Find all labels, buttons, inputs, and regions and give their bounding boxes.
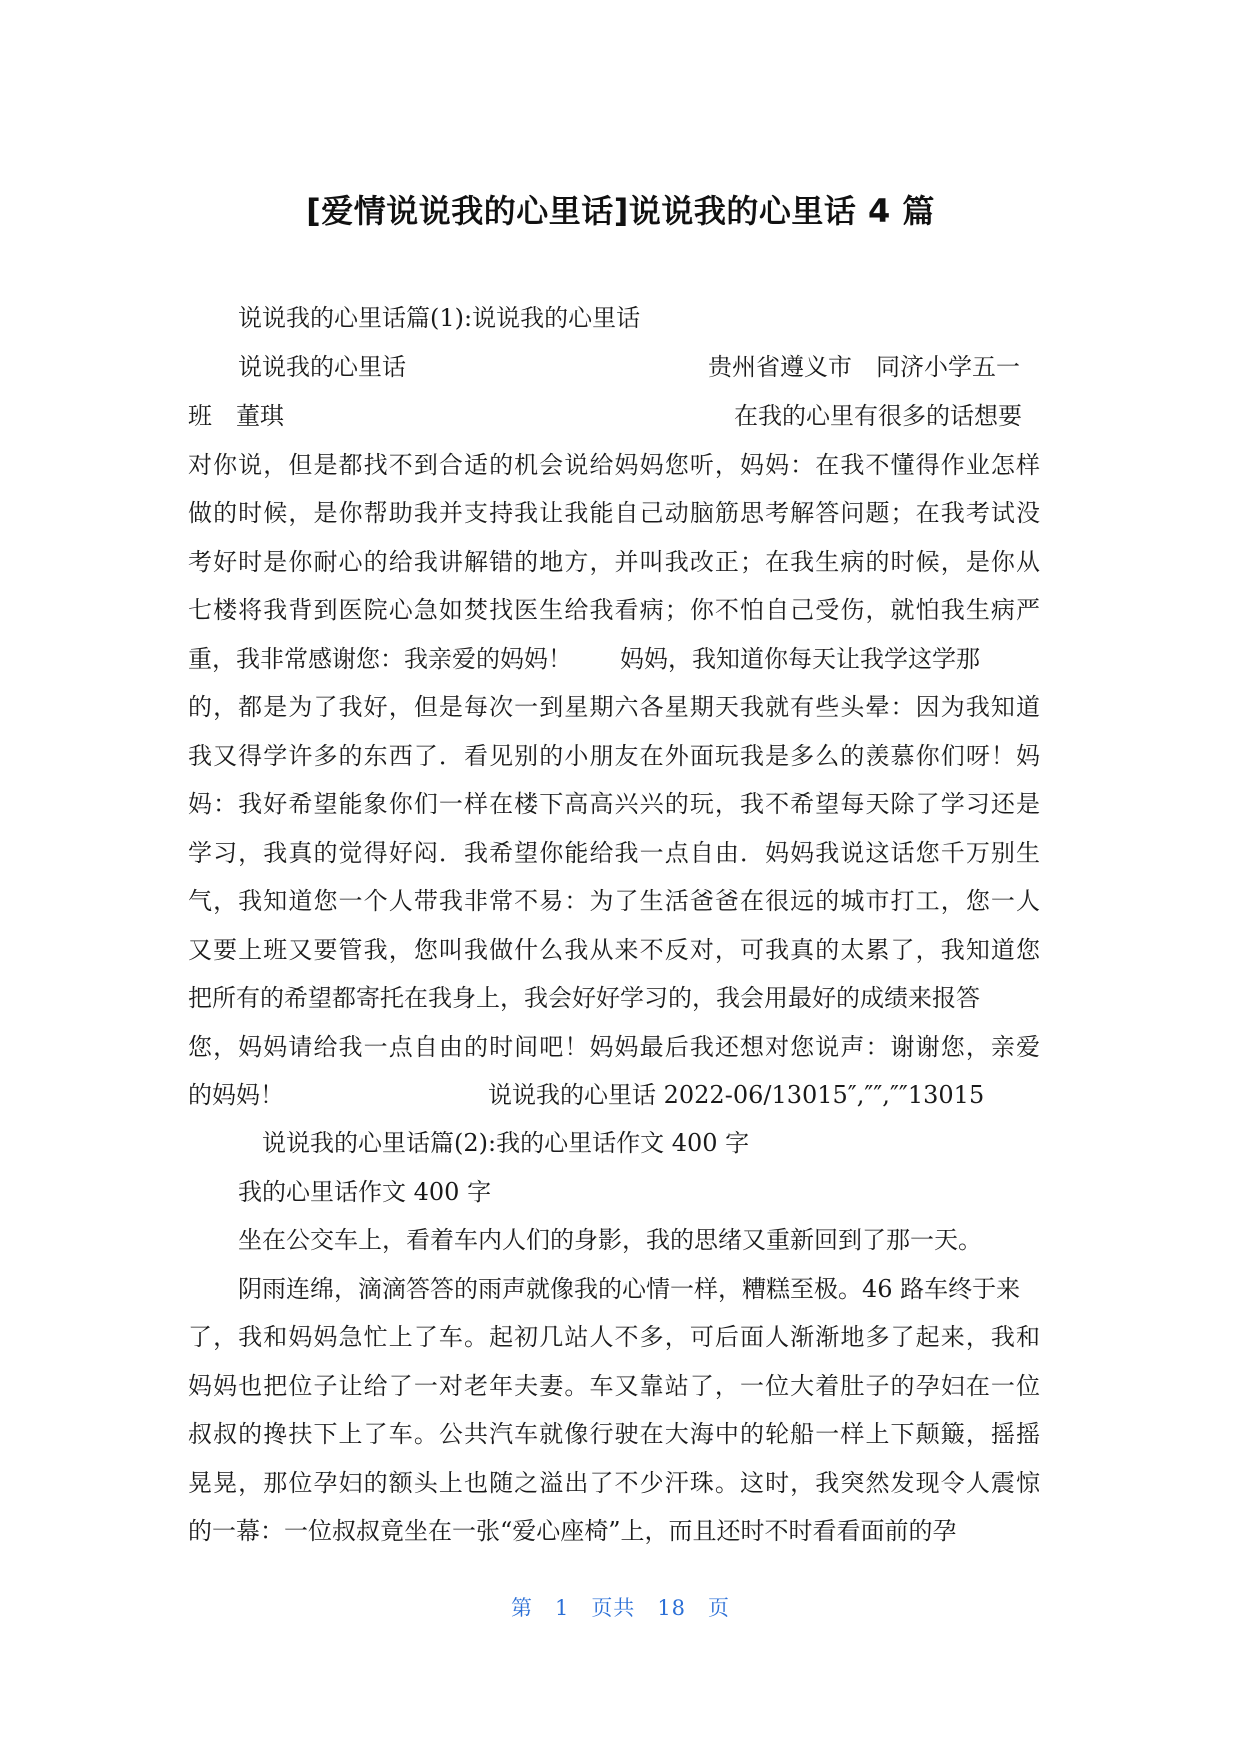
text-line: 妈：我好希望能象你们一样在楼下高高兴兴的玩，我不希望每天除了学习还是: [188, 790, 1040, 818]
footer-middle: 页共: [591, 1596, 636, 1620]
text-line: 在我的心里有很多的话想要: [734, 402, 1022, 430]
footer-total-pages: 18: [657, 1596, 687, 1620]
text-line: 您，妈妈请给我一点自由的时间吧！妈妈最后我还想对您说声：谢谢您，亲爱: [188, 1033, 1040, 1061]
document-title: [爱情说说我的心里话]说说我的心里话 4 篇: [306, 192, 935, 230]
text-line: 阴雨连绵，滴滴答答的雨声就像我的心情一样，糟糕至极。46 路车终于来: [238, 1275, 1021, 1303]
text-line: 妈妈也把位子让给了一对老年夫妻。车又靠站了，一位大着肚子的孕妇在一位: [188, 1372, 1040, 1400]
text-line: 坐在公交车上，看着车内人们的身影，我的思绪又重新回到了那一天。: [238, 1226, 982, 1254]
text-line: 又要上班又要管我，您叫我做什么我从来不反对，可我真的太累了，我知道您: [188, 936, 1040, 964]
text-line: 重，我非常感谢您：我亲爱的妈妈！ 妈妈，我知道你每天让我学这学那: [188, 645, 980, 673]
text-line: 我又得学许多的东西了．看见别的小朋友在外面玩我是多么的羡慕你们呀！妈: [188, 742, 1040, 770]
author-location: 贵州省遵义市 同济小学五一: [708, 353, 1020, 381]
text-line: 考好时是你耐心的给我讲解错的地方，并叫我改正；在我生病的时候，是你从: [188, 548, 1040, 576]
text-line: 气，我知道您一个人带我非常不易：为了生活爸爸在很远的城市打工，您一人: [188, 887, 1040, 915]
article-title-1: 说说我的心里话: [238, 353, 406, 381]
article-title-2: 我的心里话作文 400 字: [238, 1178, 492, 1206]
footer-suffix: 页: [708, 1596, 731, 1620]
section-heading-2: 说说我的心里话篇(2):我的心里话作文 400 字: [262, 1129, 750, 1157]
footer-prefix: 第: [510, 1596, 533, 1620]
author-class-name: 班 董琪: [188, 402, 284, 430]
text-line: 晃晃，那位孕妇的额头上也随之溢出了不少汗珠。这时，我突然发现令人震惊: [188, 1469, 1040, 1497]
text-line: 学习，我真的觉得好闷．我希望你能给我一点自由．妈妈我说这话您千万别生: [188, 839, 1040, 867]
text-line: 的妈妈！: [188, 1081, 284, 1109]
footer-page-number: 1: [554, 1596, 570, 1620]
text-line: 七楼将我背到医院心急如焚找医生给我看病；你不怕自己受伤，就怕我生病严: [188, 596, 1040, 624]
section-heading-1: 说说我的心里话篇(1):说说我的心里话: [238, 304, 641, 332]
article-source-line: 说说我的心里话 2022-06/13015″,″″,″″13015: [488, 1081, 985, 1109]
text-line: 做的时候，是你帮助我并支持我让我能自己动脑筋思考解答问题；在我考试没: [188, 499, 1040, 527]
text-line: 的一幕：一位叔叔竟坐在一张“爱心座椅”上，而且还时不时看看面前的孕: [188, 1517, 957, 1545]
text-line: 了，我和妈妈急忙上了车。起初几站人不多，可后面人渐渐地多了起来，我和: [188, 1323, 1040, 1351]
text-line: 把所有的希望都寄托在我身上，我会好好学习的，我会用最好的成绩来报答: [188, 984, 980, 1012]
page-footer: [0, 1592, 1241, 1622]
text-line: 的，都是为了我好，但是每次一到星期六各星期天我就有些头晕：因为我知道: [188, 693, 1040, 721]
text-line: 叔叔的搀扶下上了车。公共汽车就像行驶在大海中的轮船一样上下颠簸，摇摇: [188, 1420, 1040, 1448]
text-line: 对你说，但是都找不到合适的机会说给妈妈您听，妈妈：在我不懂得作业怎样: [188, 451, 1040, 479]
